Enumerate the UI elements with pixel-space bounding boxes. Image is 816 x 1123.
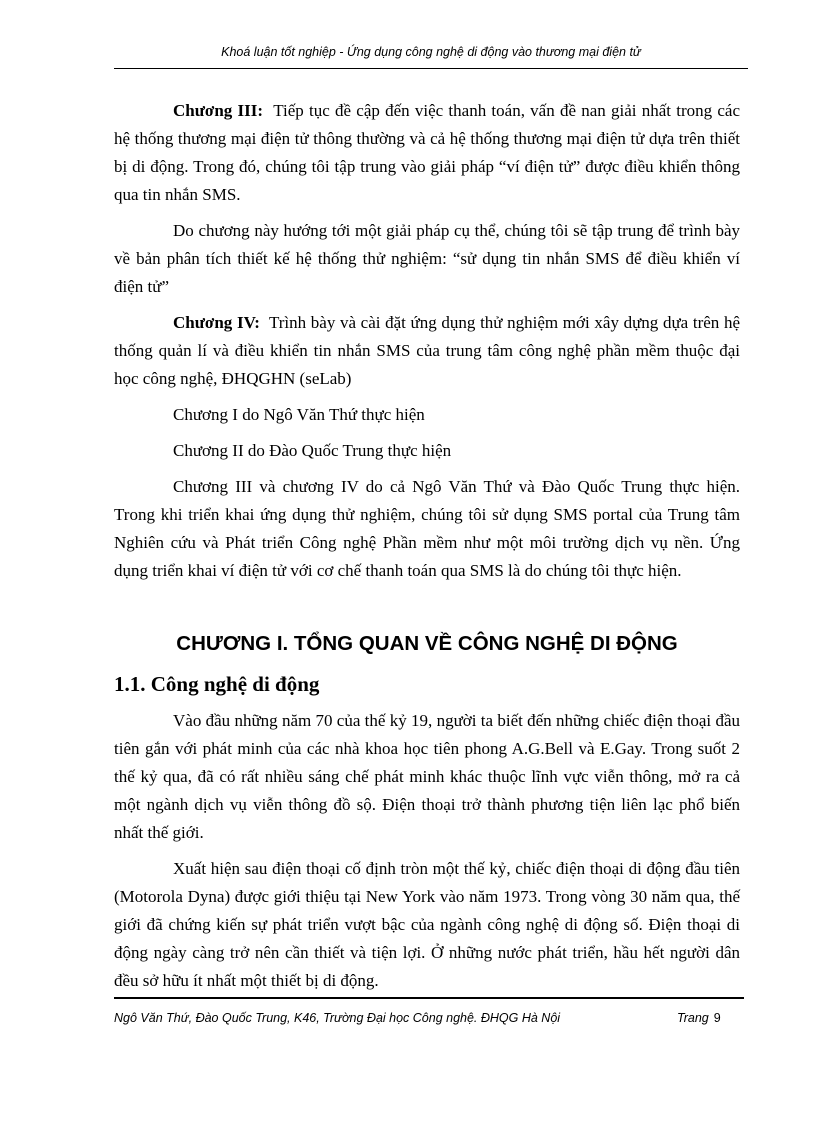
page-number-block (677, 1011, 721, 1025)
page-body (114, 97, 740, 1003)
chapter-4-text: Trình bày và cài đặt ứng dụng thử nghiệm mới xây dựng dựa trên hệ thống quản lí và điều khiển tin nhắn SMS của trung tâm công nghệ phần mềm thuộc đại học công nghệ, ĐHQGHN (seLab) (114, 313, 740, 388)
paragraph-chapter-1-author: Chương I do Ngô Văn Thứ thực hiện (173, 405, 425, 424)
header-divider (114, 68, 748, 69)
page-label: Trang (677, 1011, 709, 1025)
section-paragraph-2: Xuất hiện sau điện thoại cố định tròn một thế kỷ, chiếc điện thoại di động đầu tiên (Motorola Dyna) được giới thiệu tại New York vào năm 1973. Trong vòng 30 năm qua, thế giới đã chứng kiến sự phát triển vượt bậc của ngành công nghệ di động số. Điện thoại di động ngày càng trở nên cần thiết và tiện lợi. Ở những nước phát triển, hầu hết người dân đều sở hữu ít nhất một thiết bị di động. (114, 859, 740, 990)
chapter-3-text: Tiếp tục đề cập đến việc thanh toán, vấn đề nan giải nhất trong các hệ thống thương mại điện tử thông thường và cả hệ thống thương mại điện tử dựa trên thiết bị di động. Trong đó, chúng tôi tập trung vào giải pháp “ví điện tử” được điều khiển thông qua tin nhắn SMS. (114, 101, 740, 204)
paragraph-chapter-3 (114, 97, 740, 209)
section-paragraph-1: Vào đầu những năm 70 của thế kỷ 19, người ta biết đến những chiếc điện thoại đầu tiên gắn với phát minh của các nhà khoa học tiên phong A.G.Bell và E.Gay. Trong suốt 2 thế kỷ qua, đã có rất nhiều sáng chế phát minh khác thuộc lĩnh vực viễn thông, mở ra cả một ngành dịch vụ viễn thông đồ sộ. Điện thoại trở thành phương tiện liên lạc phổ biến nhất thế giới. (114, 711, 740, 842)
paragraph-chapter-4 (114, 309, 740, 393)
paragraph-chapter-3-detail: Do chương này hướng tới một giải pháp cụ thể, chúng tôi sẽ tập trung để trình bày về bản phân tích thiết kế hệ thống thử nghiệm: “sử dụng tin nhắn SMS để điều khiển ví điện tử” (114, 221, 740, 296)
paragraph-chapter-3-4-authors: Chương III và chương IV do cả Ngô Văn Thứ và Đào Quốc Trung thực hiện. Trong khi triển khai ứng dụng thử nghiệm, chúng tôi sử dụng SMS portal của Trung tâm Nghiên cứu và Phát triển Công nghệ Phần mềm như một môi trường dịch vụ nền. Ứng dụng triển khai ví điện tử với cơ chế thanh toán qua SMS là do chúng tôi thực hiện. (114, 477, 740, 580)
chapter-4-label: Chương IV: (173, 313, 260, 332)
paragraph-chapter-2-author: Chương II do Đào Quốc Trung thực hiện (173, 441, 452, 460)
page-number: 9 (713, 1011, 721, 1025)
footer-authors: Ngô Văn Thứ, Đào Quốc Trung, K46, Trường Đại học Công nghệ. ĐHQG Hà Nội (114, 1011, 561, 1025)
footer-divider (114, 997, 744, 999)
chapter-3-label: Chương III: (173, 101, 264, 120)
section-title: 1.1. Công nghệ di động (114, 672, 320, 696)
running-header: Khoá luận tốt nghiệp - Ứng dụng công nghệ di động vào thương mại điện tử (221, 45, 641, 59)
chapter-title: CHƯƠNG I. TỔNG QUAN VỀ CÔNG NGHỆ DI ĐỘNG (176, 632, 678, 655)
